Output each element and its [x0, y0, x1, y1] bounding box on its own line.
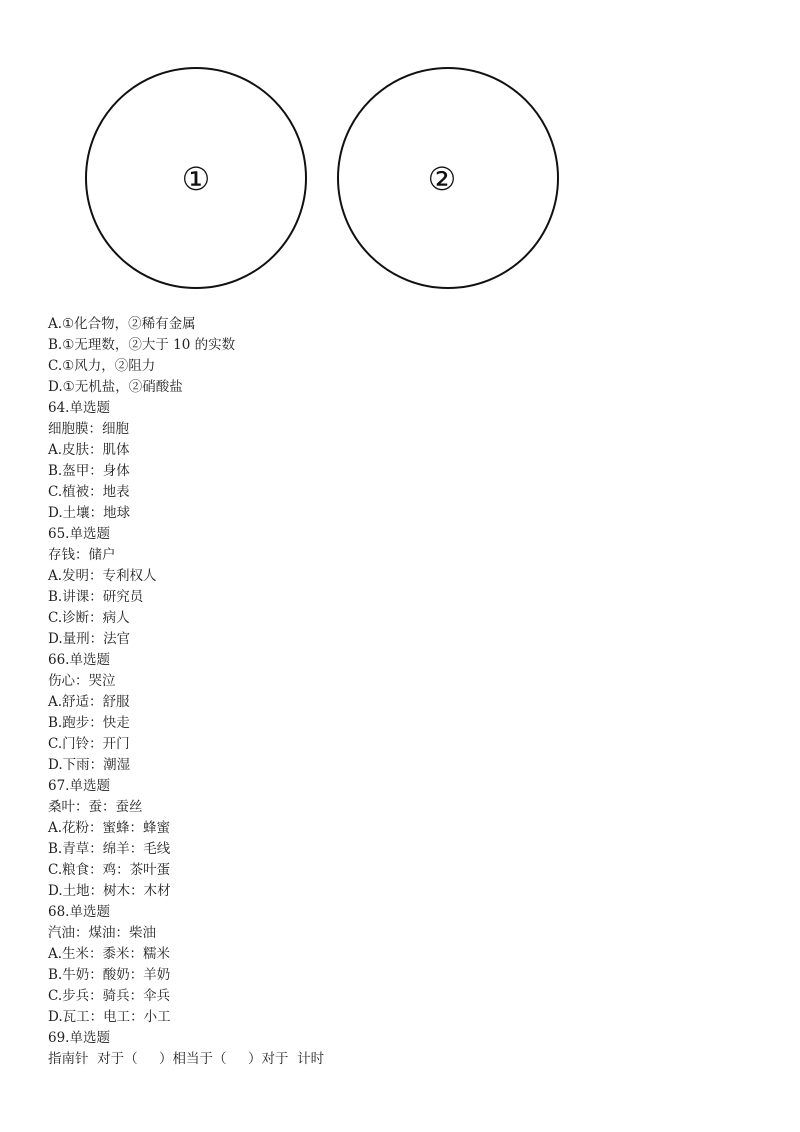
text-line: D.土地：树木：木材 — [48, 883, 171, 899]
text-line: A.皮肤：肌体 — [48, 442, 130, 458]
text-line: B.讲课：研究员 — [48, 589, 144, 605]
text-line: B.牛奶：酸奶：羊奶 — [48, 967, 171, 983]
text-line: A.发明：专利权人 — [48, 568, 157, 584]
text-line: D.量刑：法官 — [48, 631, 131, 647]
text-line: B.跑步：快走 — [48, 715, 130, 731]
text-line: 汽油：煤油：柴油 — [48, 925, 156, 941]
text-line: D.①无机盐，②硝酸盐 — [48, 379, 183, 395]
text-line: 65.单选题 — [48, 526, 110, 542]
text-line: 66.单选题 — [48, 652, 110, 668]
text-line: C.诊断：病人 — [48, 610, 130, 626]
text-line: D.下雨：潮湿 — [48, 757, 131, 773]
text-line: C.①风力，②阻力 — [48, 358, 156, 374]
text-line: A.花粉：蜜蜂：蜂蜜 — [48, 820, 171, 836]
text-line: 68.单选题 — [48, 904, 110, 920]
text-line: C.粮食：鸡：茶叶蛋 — [48, 862, 171, 878]
text-line: B.①无理数，②大于 10 的实数 — [48, 337, 236, 353]
text-line: B.盔甲：身体 — [48, 463, 130, 479]
text-line: C.门铃：开门 — [48, 736, 130, 752]
two-circle-diagram — [80, 60, 570, 292]
question-text — [48, 314, 324, 1070]
text-line: A.舒适：舒服 — [48, 694, 130, 710]
text-line: D.土壤：地球 — [48, 505, 131, 521]
text-line: 指南针 对于（ ）相当于（ ）对于 计时 — [48, 1051, 325, 1067]
text-line: 69.单选题 — [48, 1030, 110, 1046]
circle-1-label: ① — [181, 160, 211, 198]
text-line: 67.单选题 — [48, 778, 110, 794]
text-line: A.①化合物，②稀有金属 — [48, 316, 196, 332]
circle-2-label: ② — [427, 160, 457, 198]
text-line: C.植被：地表 — [48, 484, 130, 500]
text-line: 伤心：哭泣 — [48, 673, 116, 689]
text-line: 桑叶：蚕：蚕丝 — [48, 799, 143, 815]
text-line: 64.单选题 — [48, 400, 110, 416]
text-line: A.生米：黍米：糯米 — [48, 946, 171, 962]
text-line: 存钱：储户 — [48, 547, 116, 563]
text-line: 细胞膜：细胞 — [48, 421, 129, 437]
text-line: C.步兵：骑兵：伞兵 — [48, 988, 171, 1004]
text-line: B.青草：绵羊：毛线 — [48, 841, 171, 857]
text-line: D.瓦工：电工：小工 — [48, 1009, 171, 1025]
